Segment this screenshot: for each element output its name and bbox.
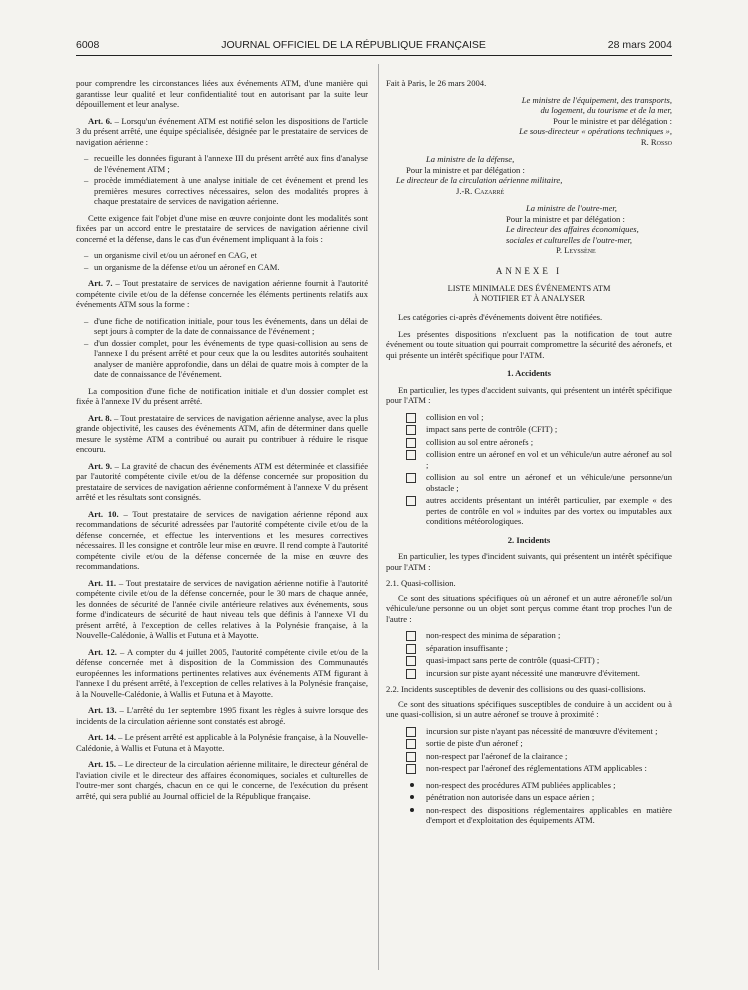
signature-line: sociales et culturelles de l'outre-mer,: [506, 234, 633, 245]
signature-block-2: [386, 154, 672, 196]
list-item: [426, 495, 672, 527]
signature-line: Pour le ministre et par délégation :: [553, 115, 672, 126]
list-item: [426, 738, 672, 749]
subsection-2-1-paragraph: Ce sont des situations spécifiques où un aéronef et un autre aéronef/le sol/un véhicule/une personne ou un objet sont perçus comme étant trop proches l'un de l'autre :: [386, 592, 672, 624]
list-item: [426, 805, 672, 826]
bullet-icon: [410, 783, 414, 787]
annex-subtitle-line: À NOTIFIER ET À ANALYSER: [472, 294, 586, 303]
header-rule: [76, 55, 672, 56]
section-incidents-intro: En particulier, les types d'incident suivants, qui présentent un intérêt spécifique pour l'ATM :: [386, 551, 672, 572]
checkbox-icon: [406, 631, 416, 641]
article-6-paragraph-2: Cette exigence fait l'objet d'une mise en œuvre conjointe dont les modalités sont fixées par un accord entre le prestataire de services de navigation aérienne civil concerné et la défense, dans le cas d'un événement impliquant à la fois :: [76, 212, 368, 244]
list-item-text: collision au sol entre un aéronef et un véhicule/une personne/un obstacle ;: [426, 472, 672, 493]
column-divider: [378, 64, 379, 970]
list-item: – un organisme de la défense et/ou un aéronef en CAM.: [94, 262, 368, 273]
list-item: [426, 792, 672, 803]
list-item: [426, 437, 672, 448]
list-item: [426, 726, 672, 737]
list-item: [426, 668, 672, 679]
checkbox-icon: [406, 450, 416, 460]
article-6: [76, 116, 368, 148]
checkbox-icon: [406, 764, 416, 774]
checkbox-icon: [406, 752, 416, 762]
issue-date: 28 mars 2004: [607, 39, 672, 51]
list-item-text: non-respect par l'aéronef des réglementations ATM applicables :: [426, 763, 647, 773]
article-label: Art. 11.: [88, 577, 117, 588]
article-label: Art. 6.: [88, 115, 113, 126]
list-item-text: séparation insuffisante ;: [426, 642, 508, 653]
list-item-text: pénétration non autorisée dans un espace aérien ;: [426, 792, 595, 802]
left-column: [76, 78, 368, 807]
page-header: [76, 38, 672, 52]
article-7-list: [76, 316, 368, 380]
signature-block-1: [386, 95, 672, 148]
list-item-text: sortie de piste d'un aéronef ;: [426, 738, 523, 748]
annex-title: ANNEXE I: [495, 265, 563, 276]
article-text: – Tout prestataire de services de navigation aérienne notifie à l'autorité compétente civile et/ou de la défense concernée, pour le 30 mars de chaque année, les données de sécurité de l'année civile antérieure relatives aux événements, sous forme d'indicateurs de sécurité de haut niveau tels que définis à l'annexe VI du présent arrêté, à l'exception de celles relatives à la Polynésie française, à la Nouvelle-Calédonie, à Wallis et Futuna et à Mayotte.: [76, 577, 368, 640]
list-item: [426, 751, 672, 762]
article-text: – Le directeur de la circulation aérienne militaire, le directeur général de l'aviation civile et le directeur des affaires économiques, sociales et culturelles de l'outre-mer sont chargés, chacun en ce qui le concerne, de l'exécution du présent arrêté, qui sera publié au Journal officiel de la République française.: [76, 759, 369, 801]
signature-block-3: [386, 203, 672, 256]
section-accidents-intro: En particulier, les types d'accident suivants, qui présentent un intérêt spécifique pour l'ATM :: [386, 384, 672, 405]
list-item-text: non-respect des procédures ATM publiées applicables ;: [426, 779, 616, 790]
signature-line: Le ministre de l'équipement, des transports,: [521, 94, 672, 105]
signatory-name: R. Rosso: [640, 136, 672, 147]
list-item: [426, 763, 672, 774]
list-item: [426, 412, 672, 423]
list-item-text: incursion sur piste ayant nécessité une manœuvre d'évitement.: [426, 667, 640, 678]
list-item-text: collision en vol ;: [426, 411, 484, 422]
annex-paragraph-2: Les présentes dispositions n'excluent pas la notification de tout autre événement ou toute situation qui pourrait compromettre la sécurité des aéronefs, et qui présente un intérêt spécifique pour l'ATM.: [386, 328, 672, 360]
article-label: Art. 7.: [88, 278, 113, 288]
article-text: – Lorsqu'un événement ATM est notifié selon les dispositions de l'article 3 du présent arrêté, une équipe spécialisée, désignée par le prestataire de services de navigation aérienne :: [76, 115, 368, 147]
article-11: [76, 578, 368, 641]
list-item: [426, 449, 672, 470]
checkbox-icon: [406, 425, 416, 435]
bullet-icon: [410, 808, 414, 812]
checkbox-icon: [406, 413, 416, 423]
signature-line: Pour la ministre et par délégation :: [406, 164, 525, 175]
signature-line: du logement, du tourisme et de la mer,: [540, 105, 672, 115]
signature-line: Le directeur de la circulation aérienne militaire,: [396, 175, 563, 185]
list-item: [426, 472, 672, 493]
checkbox-icon: [406, 656, 416, 666]
list-item: [426, 655, 672, 666]
article-7: [76, 278, 368, 310]
checkbox-icon: [406, 727, 416, 737]
article-6-list-2: [76, 250, 368, 272]
list-item-text: non-respect des dispositions réglementaires applicables en matière d'emport et d'exploitation des équipements ATM.: [426, 804, 672, 825]
annex-subtitle: [386, 284, 672, 304]
annex-paragraph-1: Les catégories ci-après d'événements doivent être notifiées.: [398, 312, 603, 322]
list-item-text: non-respect par l'aéronef de la clairance ;: [426, 750, 568, 761]
article-label: Art. 8.: [88, 412, 112, 423]
subsection-2-1-heading: 2.1. Quasi-collision.: [386, 578, 456, 588]
article-7-paragraph-2: La composition d'une fiche de notification initiale et d'un dossier complet est fixée à l'annexe IV du présent arrêté.: [76, 385, 368, 406]
page-number: 6008: [76, 39, 100, 51]
article-text: – Tout prestataire de services de navigation aérienne répond aux recommandations de sécurité adressées par l'autorité compétente civile et/ou de la défense concernée, et effectue les interventions et les mesures correctives nécessaires. Il les consigne et contrôle leur mise en œuvre. Il rend compte à l'autorité compétente civile et/ou de la défense concernée de la mise en œuvre des recommandations.: [76, 508, 369, 571]
subsection-2-2-heading: 2.2. Incidents susceptibles de devenir des collisions ou des quasi-collisions.: [386, 684, 646, 694]
article-6-list: [76, 153, 368, 207]
checkbox-icon: [406, 739, 416, 749]
signature-line: La ministre de l'outre-mer,: [526, 203, 617, 213]
checkbox-icon: [406, 438, 416, 448]
signatory-name: P. Leyssène: [556, 245, 596, 255]
list-item-text: autres accidents présentant un intérêt particulier, par exemple « des pertes de contrôle en vol » induites par des vortex ou imputables aux conditions météorologiques.: [426, 495, 672, 526]
signature-line: La ministre de la défense,: [426, 154, 515, 164]
list-item-text: collision au sol entre aéronefs ;: [426, 436, 534, 447]
article-8: [76, 413, 368, 455]
list-item: – d'un dossier complet, pour les événements de type quasi-collision au sens de l'annexe I du présent arrêté et pour ceux que la ou lesdites autorités souhaitent analyser de manière approfondie, dans un délai de quatre mois à compter de la date de connaissance de l'événement.: [94, 338, 368, 380]
list-item: [426, 424, 672, 435]
article-10: [76, 509, 368, 572]
list-item: [426, 630, 672, 641]
checkbox-icon: [406, 496, 416, 506]
article-text: – Tout prestataire de services de navigation aérienne analyse, avec la plus grande objectivité, les causes des événements ATM, afin de déterminer dans quelle mesure le système ATM a contribué ou aurait pu contribuer à réduire le risque encouru.: [76, 412, 368, 454]
signature-line: Le directeur des affaires économiques,: [506, 224, 639, 234]
quasi-collision-list: [386, 630, 672, 678]
subsection-2-2-paragraph: Ce sont des situations spécifiques susceptibles de conduire à un accident ou à une quasi-collision, si un autre aéronef se trouve à proximité :: [386, 698, 672, 719]
checkbox-icon: [406, 644, 416, 654]
article-14: [76, 732, 368, 753]
article-label: Art. 15.: [88, 759, 116, 769]
section-accidents-heading: 1. Accidents: [507, 368, 551, 378]
article-text: – A compter du 4 juillet 2005, l'autorité compétente civile et/ou de la défense concernée met à disposition de la Commission des Communautés européennes les informations pertinentes relatives aux événements ATM figurant à l'annexe I du présent arrêté, à l'exception de celles relatives à la Polynésie française, à la Nouvelle-Calédonie, à Wallis et Futuna et à Mayotte.: [76, 646, 368, 699]
list-item-text: incursion sur piste n'ayant pas nécessité de manœuvre d'évitement ;: [426, 725, 658, 736]
article-13: [76, 705, 368, 726]
potential-incidents-list: [386, 726, 672, 774]
article-label: Art. 9.: [88, 460, 113, 471]
list-item: – recueille les données figurant à l'annexe III du présent arrêté aux fins d'analyse de l'événement ATM ;: [94, 153, 368, 174]
signature-line: Le sous-directeur « opérations techniques »,: [519, 126, 672, 136]
list-item-text: quasi-impact sans perte de contrôle (quasi-CFIT) ;: [426, 655, 600, 665]
journal-title: JOURNAL OFFICIEL DE LA RÉPUBLIQUE FRANÇAISE: [221, 39, 486, 51]
article-text: – Le présent arrêté est applicable à la Polynésie française, à la Nouvelle-Calédonie, à Wallis et Futuna et à Mayotte.: [76, 732, 368, 753]
list-item: [426, 643, 672, 654]
checkbox-icon: [406, 473, 416, 483]
article-label: Art. 14.: [88, 732, 116, 742]
done-at: Fait à Paris, le 26 mars 2004.: [386, 78, 487, 88]
signature-line: Pour la ministre et par délégation :: [506, 213, 625, 224]
annex-subtitle-line: LISTE MINIMALE DES ÉVÉNEMENTS ATM: [447, 284, 611, 293]
article-text: – Tout prestataire de services de navigation aérienne fournit à l'autorité compétente civile et/ou de la défense concernée les éléments pertinents relatifs aux événements ATM sous la forme :: [76, 278, 369, 309]
list-item: [426, 780, 672, 791]
accidents-list: [386, 412, 672, 527]
article-12: [76, 647, 368, 700]
right-column: [386, 78, 672, 828]
signatory-name: J.-R. Cazarré: [456, 185, 505, 196]
article-label: Art. 12.: [88, 646, 117, 657]
list-item: – procède immédiatement à une analyse initiale de cet événement et prend les premières mesures correctives nécessaires, selon des modalités propres à chaque prestataire de services de navigation aérienne.: [94, 175, 368, 207]
list-item-text: collision entre un aéronef en vol et un véhicule/un autre aéronef au sol ;: [426, 449, 672, 470]
article-9: [76, 461, 368, 503]
section-incidents-heading: 2. Incidents: [507, 534, 551, 545]
checkbox-icon: [406, 669, 416, 679]
intro-paragraph: pour comprendre les circonstances liées aux événements ATM, d'une manière qui garantisse leur qualité et leur confidentialité tout en autorisant par la suite leur dépouillement et leur analyse.: [76, 78, 368, 109]
list-item-text: non-respect des minima de séparation ;: [426, 630, 561, 640]
list-item: – d'une fiche de notification initiale, pour tous les événements, dans un délai de sept jours à compter de la date de connaissance de l'événement ;: [94, 316, 368, 337]
list-item: – un organisme civil et/ou un aéronef en CAG, et: [94, 250, 368, 261]
atm-rules-bullets: [386, 780, 672, 826]
article-15: [76, 759, 368, 801]
article-text: – L'arrêté du 1er septembre 1995 fixant les règles à suivre lorsque des incidents de la circulation aérienne sont constatés est abrogé.: [76, 705, 368, 726]
article-text: – La gravité de chacun des événements ATM est déterminée et classifiée par l'autorité compétente civile et/ou de la défense concernée sur proposition du prestataire de services de navigation aérienne conformément à l'annexe V du présent arrêté et les résultats sont consignés.: [76, 460, 369, 502]
article-label: Art. 10.: [88, 508, 119, 519]
article-label: Art. 13.: [88, 705, 117, 715]
list-item-text: impact sans perte de contrôle (CFIT) ;: [426, 424, 558, 434]
bullet-icon: [410, 795, 414, 799]
